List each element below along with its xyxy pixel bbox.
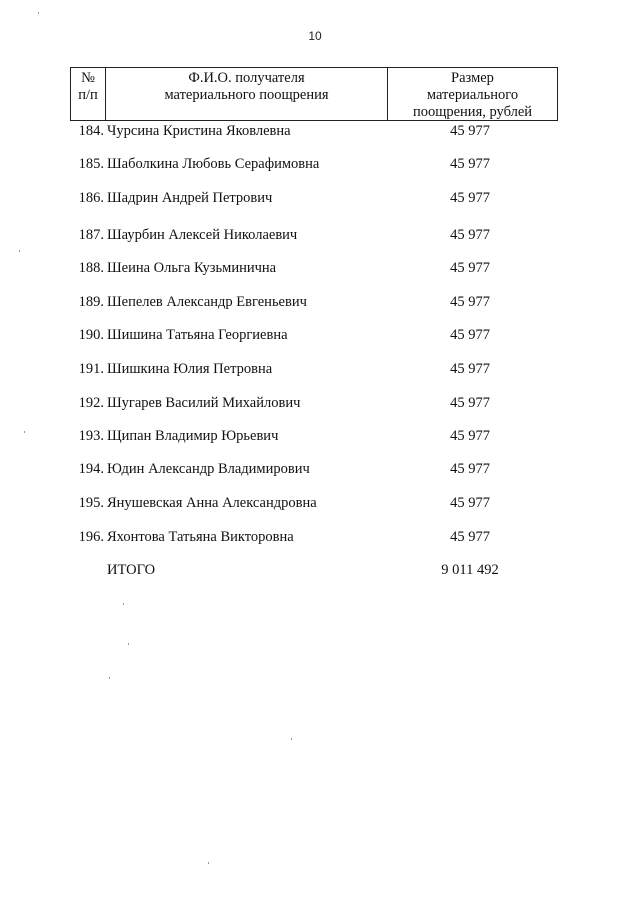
row-amount: 45 977 xyxy=(450,123,490,139)
table-row xyxy=(0,291,640,313)
table-row xyxy=(0,458,640,480)
row-amount: 45 977 xyxy=(450,227,490,243)
row-name: Шеина Ольга Кузьминична xyxy=(107,260,277,276)
header-amount-line-1: Размер xyxy=(451,70,494,86)
row-number: 194. xyxy=(78,461,104,477)
header-name-line-1: Ф.И.О. получателя xyxy=(188,70,305,86)
row-number: 192. xyxy=(78,395,104,411)
row-name: Юдин Александр Владимирович xyxy=(107,461,310,477)
table-row xyxy=(0,187,640,209)
header-num-line-1: № xyxy=(81,70,95,86)
row-name: Шаболкина Любовь Серафимовна xyxy=(107,156,320,172)
row-number: 190. xyxy=(78,327,104,343)
row-amount: 45 977 xyxy=(450,190,490,206)
total-row xyxy=(0,559,640,581)
row-name: Щипан Владимир Юрьевич xyxy=(107,428,279,444)
row-name: Шугарев Василий Михайлович xyxy=(107,395,301,411)
row-name: Шишина Татьяна Георгиевна xyxy=(107,327,288,343)
scan-speck xyxy=(291,738,292,740)
header-num-line-2: п/п xyxy=(78,87,98,103)
row-number: 196. xyxy=(78,529,104,545)
table-header xyxy=(70,67,558,121)
row-number: 189. xyxy=(78,294,104,310)
table-row xyxy=(0,257,640,279)
row-number: 187. xyxy=(78,227,104,243)
row-name: Чурсина Кристина Яковлевна xyxy=(107,123,291,139)
page-number: 10 xyxy=(308,29,322,43)
scan-speck xyxy=(123,603,124,605)
row-number: 186. xyxy=(78,190,104,206)
total-amount: 9 011 492 xyxy=(441,562,499,578)
row-amount: 45 977 xyxy=(450,327,490,343)
table-row xyxy=(0,224,640,246)
scan-speck xyxy=(208,862,209,864)
header-name xyxy=(106,68,388,120)
table-row xyxy=(0,120,640,142)
row-number: 191. xyxy=(78,361,104,377)
table-row xyxy=(0,358,640,380)
row-amount: 45 977 xyxy=(450,156,490,172)
header-name-line-2: материального поощрения xyxy=(164,87,329,103)
row-amount: 45 977 xyxy=(450,428,490,444)
row-name: Шепелев Александр Евгеньевич xyxy=(107,294,307,310)
table-row xyxy=(0,324,640,346)
row-name: Шаурбин Алексей Николаевич xyxy=(107,227,298,243)
row-number: 185. xyxy=(78,156,104,172)
header-amount-line-3: поощрения, рублей xyxy=(412,104,533,120)
row-amount: 45 977 xyxy=(450,495,490,511)
total-label: ИТОГО xyxy=(107,562,156,578)
scan-speck xyxy=(128,643,129,645)
row-amount: 45 977 xyxy=(450,260,490,276)
row-name: Яхонтова Татьяна Викторовна xyxy=(107,529,294,545)
row-number: 188. xyxy=(78,260,104,276)
row-number: 195. xyxy=(78,495,104,511)
table-row xyxy=(0,425,640,447)
scan-speck xyxy=(24,431,25,433)
row-amount: 45 977 xyxy=(450,361,490,377)
scan-speck xyxy=(19,250,20,252)
row-number: 184. xyxy=(78,123,104,139)
table-row xyxy=(0,153,640,175)
scan-speck xyxy=(38,12,39,14)
table-row xyxy=(0,492,640,514)
header-amount-line-2: материального xyxy=(426,87,519,103)
row-name: Шишкина Юлия Петровна xyxy=(107,361,273,377)
row-name: Шадрин Андрей Петрович xyxy=(107,190,273,206)
table-row xyxy=(0,526,640,548)
row-number: 193. xyxy=(78,428,104,444)
row-amount: 45 977 xyxy=(450,461,490,477)
header-num xyxy=(71,68,106,120)
row-amount: 45 977 xyxy=(450,529,490,545)
scan-speck xyxy=(109,677,110,679)
row-amount: 45 977 xyxy=(450,294,490,310)
row-name: Янушевская Анна Александровна xyxy=(107,495,317,511)
row-amount: 45 977 xyxy=(450,395,490,411)
header-amount xyxy=(388,68,557,120)
table-row xyxy=(0,392,640,414)
